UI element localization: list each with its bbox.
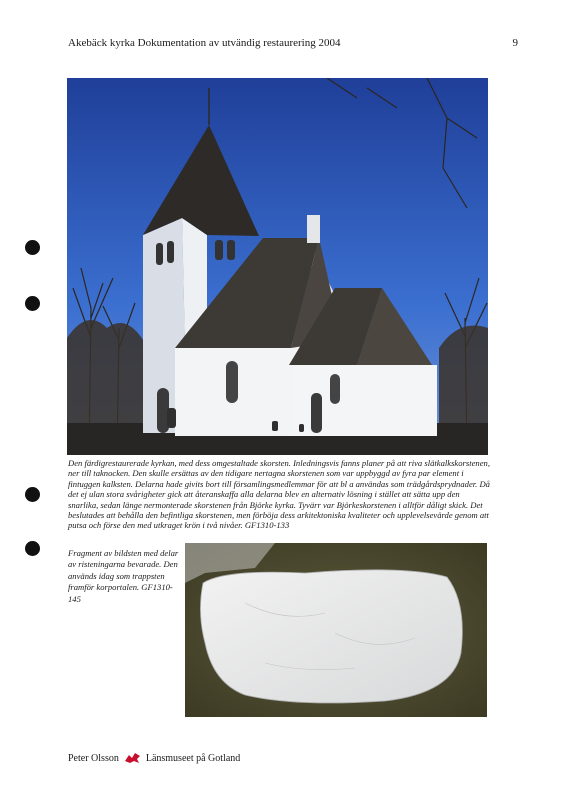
stone-caption: Fragment av bildsten med delar av risteningarna bevarade. Den används idag som trappsten framför korportalen. GF1310-145 — [68, 548, 179, 604]
stone-photo — [185, 543, 487, 717]
punch-hole — [25, 541, 40, 556]
footer-organization: Länsmuseet på Gotland — [145, 752, 241, 764]
page-number: 9 — [512, 37, 518, 49]
church-photo — [67, 78, 488, 455]
punch-hole — [25, 487, 40, 502]
footer — [68, 752, 240, 764]
church-caption: Den färdigrestaurerade kyrkan, med dess omgestaltade skorsten. Inledningsvis fanns planer på att riva slätkalkskorstenen, ner till taknocken. Den skulle ersättas av den tidigare nertagna skorstenen som var uppbyggd av fyra par element i fintuggen kalksten. Delarna hade givits bort till församlingsmedlemmar för att bl a användas som trädgårdsprydnader. Då det ej ulan stora svårigheter gick att återanskaffa alla delarna blev en alternativ lösning i stället att sätta upp den snarlika, sedan länge nermonterade skorstenen från Björke kyrka. Tyvärr var Björkeskorstenen i alltför dåligt skick. Det beslutades att behålla den befintliga skorstenen, men förböja dess arkitektoniska kvaliteter och upplevelsevärde genom att putsa och förse den med utkraget krön i två nivåer. GF1310-133 — [68, 458, 490, 531]
museum-logo-icon — [124, 752, 141, 764]
footer-author: Peter Olsson — [68, 752, 119, 764]
punch-hole — [25, 240, 40, 255]
punch-hole — [25, 296, 40, 311]
page-header: Akebäck kyrka Dokumentation av utvändig restaurering 2004 — [68, 37, 341, 49]
